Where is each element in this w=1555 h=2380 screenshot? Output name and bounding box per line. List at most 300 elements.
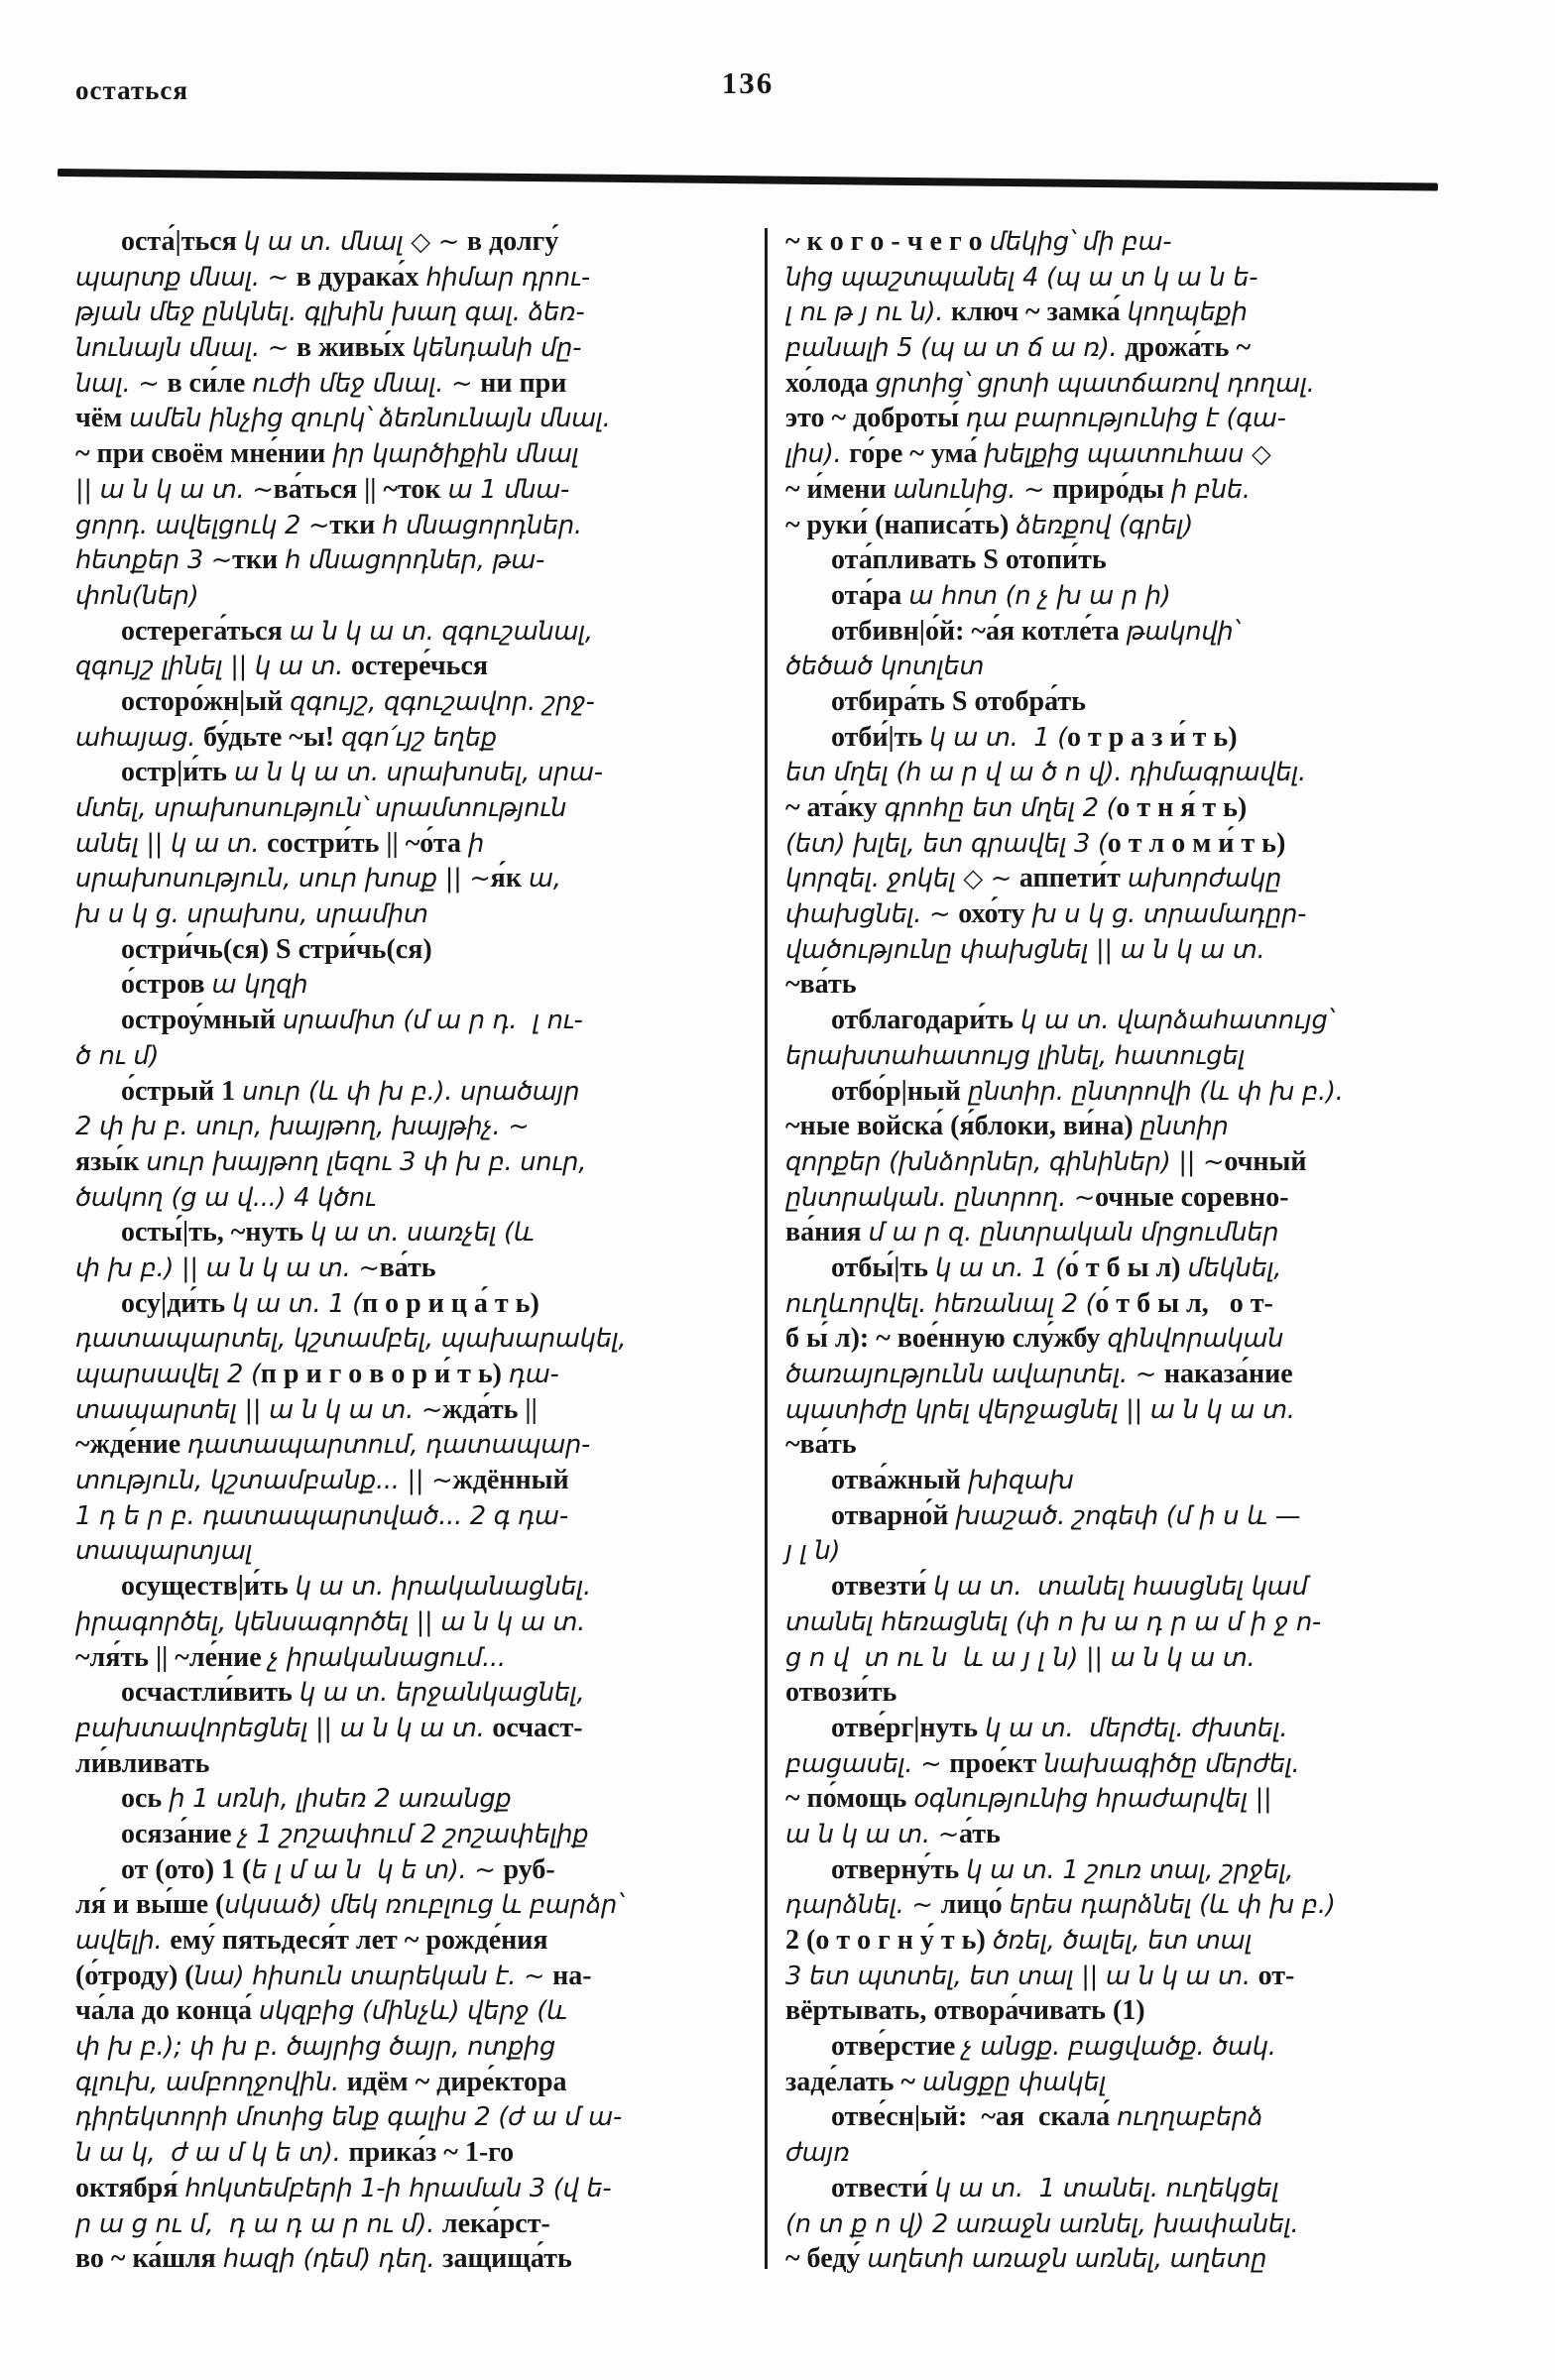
entry-line	[785, 1003, 1492, 1038]
text-run: ետ մղել (հ ա ր վ ա ծ ո վ). դիմագրավել.	[785, 758, 1306, 788]
text-run: а́ть	[958, 1818, 1001, 1849]
continuation-line	[785, 1215, 1492, 1250]
text-run: ждённый	[452, 1465, 569, 1496]
text-run: աղետի առաջն առնել, աղետը	[867, 2244, 1267, 2275]
continuation-line	[785, 790, 1492, 826]
text-run: 1 դ ե ր բ. դատապարտված... 2 գ դա-	[75, 1500, 568, 1531]
entry-line	[785, 1463, 1492, 1498]
continuation-line	[785, 967, 1492, 1003]
continuation-line	[785, 260, 1492, 296]
entry-line	[785, 2099, 1492, 2135]
continuation-line	[75, 1923, 764, 1959]
text-run: идём ~ дире́ктора	[346, 2066, 567, 2097]
text-run: ե լ մ ա ն կ ե տ). ~	[251, 1854, 504, 1885]
text-run: оста́|ться	[121, 226, 244, 257]
text-run: остр|и́ть	[121, 757, 234, 788]
text-run: ա ն կ ա տ. սրախոսել, սրա-	[233, 758, 603, 788]
text-run: || ա ն կ ա տ. ~	[75, 474, 274, 505]
left-column	[75, 224, 764, 2277]
continuation-line	[785, 1038, 1492, 1074]
continuation-line	[75, 2241, 764, 2277]
text-run: հազի (դեմ) դեղ.	[222, 2244, 443, 2275]
text-run: бу́дьте ~ы!	[203, 721, 342, 753]
continuation-line	[75, 260, 764, 296]
text-run: приро́ды	[1052, 473, 1171, 505]
entry-line	[785, 1250, 1492, 1286]
continuation-line	[75, 1746, 764, 1782]
text-run: о т н я́ т ь)	[1116, 792, 1248, 823]
text-run: о т р а з и́ т ь)	[1066, 721, 1238, 753]
text-run: осчастли́вить	[121, 1677, 299, 1709]
text-run: ցրտից՝ ցրտի պատճառով դողալ.	[875, 368, 1315, 399]
continuation-line	[785, 2135, 1492, 2171]
text-run: կ ա տ. երջանկացնել,	[299, 1678, 585, 1709]
text-run: 3 ետ պտտել, ետ տալ || ա ն կ ա տ.	[785, 1961, 1258, 1991]
text-run: կ ա տ. տանել հասցնել կամ	[933, 1572, 1308, 1603]
text-run: ва́ться || ~ток	[273, 473, 448, 505]
text-run: о́стров	[121, 969, 212, 1001]
text-run: կ ա տ. 1 (	[934, 1252, 1065, 1283]
text-run: отва́жный	[831, 1465, 968, 1496]
continuation-line	[75, 896, 764, 932]
continuation-line	[75, 1427, 764, 1463]
text-run: о т л о м и́ т ь)	[1107, 827, 1286, 859]
text-run: կողպեքի	[1127, 298, 1248, 328]
continuation-line	[75, 366, 764, 402]
text-run: պարսավել 2 (	[75, 1360, 261, 1389]
text-run: отбивн|о́й: ~а́я котле́та	[831, 615, 1127, 647]
text-run: п о р и ц а́ т ь)	[361, 1287, 539, 1319]
text-run: ա ն կ ա տ. զգուշանալ,	[289, 616, 593, 647]
continuation-line	[75, 826, 764, 862]
text-run: на-	[552, 1960, 592, 1991]
continuation-line	[785, 1392, 1492, 1428]
continuation-line	[785, 1675, 1492, 1711]
text-run: ча́ла до конца́	[75, 1995, 259, 2027]
text-run: состри́ть || ~о́та	[267, 827, 468, 859]
text-run: դատապարտել, կշտամբել, պախարակել,	[75, 1324, 627, 1355]
text-run: ~ беду́	[785, 2243, 868, 2275]
text-run: մեկնել,	[1187, 1252, 1282, 1283]
text-run: остроу́мный	[121, 1005, 283, 1036]
continuation-line	[75, 720, 764, 756]
text-run: отбо́р|ный	[831, 1075, 968, 1107]
text-run: ընտիր. ընտրովի (և փ խ բ.).	[967, 1076, 1344, 1107]
text-run: осуществ|и́ть	[121, 1571, 296, 1603]
entry-line	[75, 614, 764, 650]
text-run: գրոհը ետ մղել 2 (	[884, 793, 1117, 823]
continuation-line	[785, 1923, 1492, 1959]
text-run: (о́троду) (	[75, 1960, 194, 1991]
text-run: կ ա տ. 1 (	[232, 1288, 362, 1319]
text-run: (ո տ ք ո վ) 2 առաջն առնել, խափանել.	[785, 2208, 1299, 2239]
entry-line	[785, 1569, 1492, 1605]
continuation-line	[785, 508, 1492, 543]
text-run: խաշած. շոգեփ (մ ի ս և —	[955, 1500, 1301, 1531]
continuation-line	[75, 1038, 764, 1074]
text-run: թյան մեջ ընկնել. գլխին խաղ գալ. ձեռ-	[75, 298, 585, 328]
entry-line	[75, 1286, 764, 1322]
continuation-line	[785, 1321, 1492, 1357]
entry-line	[75, 1074, 764, 1110]
text-run: կ ա տ. վարձահատույց՝	[1020, 1006, 1334, 1036]
continuation-line	[75, 1533, 764, 1569]
text-run: տապարտյալ	[75, 1536, 253, 1567]
text-run: ота́пливать S отопи́ть	[831, 544, 1107, 576]
text-run: դա-	[509, 1360, 559, 1389]
text-run: թակովի՝	[1126, 616, 1240, 647]
text-run: ծեծած կոտլետ	[785, 652, 985, 682]
continuation-line	[75, 649, 764, 684]
text-run: իրագործել, կենսագործել || ա ն կ ա տ.	[75, 1606, 586, 1637]
text-run: отве́рг|нуть	[831, 1712, 986, 1743]
column-divider	[765, 228, 768, 2269]
text-run: սկսած) մեկ ռուբլուց և բարձր՝	[224, 1890, 623, 1921]
continuation-line	[75, 2135, 764, 2171]
text-run: охо́ту	[958, 898, 1032, 930]
text-run: от (ото) 1 (	[121, 1853, 252, 1885]
continuation-line	[785, 1993, 1492, 2029]
entry-line	[75, 1817, 764, 1852]
text-run: б ы́ л): ~ вое́нную слу́жбу	[785, 1323, 1108, 1355]
text-run: ա 1 մնա-	[447, 474, 570, 505]
text-run: անցքը փակել	[921, 2067, 1107, 2097]
text-run: լիս).	[785, 439, 850, 470]
text-run: փոն(ներ)	[75, 580, 199, 611]
text-run: осторо́жн|ый	[121, 685, 291, 717]
text-run: о́стрый 1	[121, 1075, 243, 1107]
text-run: отвезти́	[831, 1571, 934, 1603]
entry-line	[75, 967, 764, 1003]
text-run: руб-	[503, 1853, 555, 1885]
continuation-line	[785, 861, 1492, 896]
text-run: отвести́	[831, 2172, 935, 2203]
text-run: ~ва́ть	[785, 969, 857, 1001]
text-run: խ ս կ ց. սրախոս, սրամիտ	[75, 899, 428, 930]
continuation-line	[785, 1887, 1492, 1923]
text-run: ему́ пятьдеся́т лет ~ рожде́ния	[170, 1925, 548, 1956]
text-run: ~ва́ть	[785, 1429, 857, 1461]
entry-line	[785, 578, 1492, 614]
continuation-line	[785, 755, 1492, 790]
text-run: ~ ата́ку	[785, 792, 885, 823]
entry-line	[75, 755, 764, 790]
text-run: ց ո վ տ ու ն և ա յ լ ն) || ա ն կ ա տ.	[785, 1642, 1256, 1673]
continuation-line	[75, 1180, 764, 1216]
text-run: я́к	[490, 863, 529, 894]
text-run: կ ա տ. 1 (	[929, 722, 1067, 753]
right-column	[785, 224, 1492, 2277]
text-run: ва́ть	[379, 1251, 436, 1283]
continuation-line	[75, 1109, 764, 1144]
text-run: от-	[1257, 1960, 1295, 1991]
text-run: հիմար դրու-	[425, 262, 590, 293]
entry-line	[75, 1852, 764, 1888]
text-run: прое́кт	[949, 1747, 1044, 1779]
text-run: ամեն ինչից զուրկ՝ ձեռնունայն մնալ.	[129, 404, 611, 434]
header-rule	[58, 169, 1438, 191]
entry-line	[75, 1781, 764, 1817]
entry-line	[75, 224, 764, 260]
continuation-line	[75, 2099, 764, 2135]
text-run: ր ա ց ու մ, դ ա դ ա ր ու մ).	[75, 2208, 442, 2239]
text-run: ծռել, ծալել, ետ տալ	[992, 1926, 1253, 1956]
text-run: հ մնացորդներ, թա-	[285, 545, 545, 576]
continuation-line	[785, 1357, 1492, 1392]
text-run: отвози́ть	[785, 1677, 897, 1709]
text-run: սուր (և փ խ բ.). սրածայր	[242, 1076, 580, 1107]
text-run: հոկտեմբերի 1-ի հրաման 3 (վ ե-	[184, 2173, 612, 2203]
text-run: октября́	[75, 2172, 185, 2203]
text-run: դատապարտում, դատապար-	[187, 1430, 591, 1461]
continuation-line	[785, 2065, 1492, 2100]
text-run: նունայն մնալ. ~	[75, 333, 297, 364]
text-run: о́ т б ы л, о т-	[1095, 1287, 1273, 1319]
text-run: խելքից պատուհաս ◇	[984, 439, 1271, 470]
continuation-line	[785, 1180, 1492, 1216]
text-run: ~ руки́ (написа́ть)	[785, 509, 1017, 540]
entry-line	[785, 1852, 1492, 1888]
text-run: հ մնացորդներ.	[382, 510, 582, 540]
text-run: վածությունը փախցնել || ա ն կ ա տ.	[785, 934, 1265, 965]
text-run: ուղևորվել. հեռանալ 2 (	[785, 1288, 1096, 1319]
continuation-line	[785, 649, 1492, 684]
continuation-line	[75, 436, 764, 472]
text-run: защища́ть	[442, 2243, 572, 2275]
text-run: կ ա տ. իրականացնել.	[295, 1572, 591, 1603]
text-run: в си́ле	[167, 367, 253, 399]
text-run: остри́чь(ся) S стри́чь(ся)	[121, 933, 432, 965]
continuation-line	[75, 1993, 764, 2029]
continuation-line	[785, 896, 1492, 932]
text-run: очный	[1224, 1145, 1307, 1177]
text-run: ва́ния	[785, 1217, 869, 1249]
entry-line	[785, 684, 1492, 720]
continuation-line	[75, 1887, 764, 1923]
continuation-line	[75, 1250, 764, 1286]
text-run: երես դարձնել (և փ խ բ.)	[1009, 1890, 1336, 1921]
text-run: лека́рст-	[441, 2207, 550, 2239]
continuation-line	[785, 2241, 1492, 2277]
entry-line	[785, 1498, 1492, 1534]
text-run: го́ре ~ ума́	[849, 438, 985, 470]
text-run: կ ա տ. մերժել. ժխտել.	[985, 1713, 1288, 1743]
continuation-line	[785, 330, 1492, 366]
continuation-line	[785, 1746, 1492, 1782]
continuation-line	[75, 1711, 764, 1746]
text-run: խիզախ	[967, 1466, 1074, 1496]
text-run: ի 1 սռնի, լիսեռ 2 առանցք	[169, 1784, 512, 1815]
text-run: պարտք մնալ. ~	[75, 262, 297, 293]
continuation-line	[75, 1605, 764, 1640]
entry-line	[785, 2029, 1492, 2065]
text-run: նախագիծը մերժել.	[1043, 1748, 1300, 1779]
continuation-line	[75, 578, 764, 614]
text-run: խ ս կ ց. տրամադըր-	[1031, 899, 1307, 930]
text-run: չ անցք. բացվածք. ծակ.	[962, 2032, 1276, 2063]
text-run: ~ к о г о - ч е г о	[785, 226, 990, 257]
entry-line	[75, 1675, 764, 1711]
text-run: 2 փ խ բ. սուր, խայթող, խայթիչ. ~	[75, 1112, 530, 1142]
text-run: остере́чься	[350, 651, 489, 682]
entry-line	[785, 542, 1492, 578]
text-run: 2 (о т о г н у́ т ь)	[785, 1925, 993, 1956]
entry-line	[75, 1215, 764, 1250]
page-number: 136	[721, 65, 775, 100]
continuation-line	[75, 2029, 764, 2065]
text-run: ի բնե.	[1170, 474, 1251, 505]
text-run: осяза́ние	[121, 1818, 239, 1849]
text-run: կորզել. ջոկել ◇ ~	[785, 864, 1019, 894]
text-run: ա կղզի	[211, 970, 308, 1001]
text-run: տապարտել || ա ն կ ա տ. ~	[75, 1394, 443, 1425]
text-run: отве́сн|ый: ~ая скала́	[831, 2101, 1118, 2133]
text-run: ախորժակը	[1127, 864, 1282, 894]
text-run: սուր խայթող լեզու 3 փ խ բ. սուր,	[146, 1146, 587, 1177]
continuation-line	[785, 295, 1492, 330]
text-run: կ ա տ. 1 շուռ տալ, շրջել,	[966, 1854, 1294, 1885]
text-run: ուղղաբերձ	[1117, 2102, 1263, 2133]
text-run: осчаст-	[492, 1712, 583, 1743]
entry-line	[785, 614, 1492, 650]
continuation-line	[75, 1463, 764, 1498]
continuation-line	[75, 1959, 764, 1994]
continuation-line	[75, 542, 764, 578]
continuation-line	[785, 1959, 1492, 1994]
text-run: յ լ ն)	[785, 1536, 841, 1567]
text-run: тки	[232, 544, 286, 576]
text-run: очные соревно-	[1095, 1181, 1289, 1213]
text-run: ծ ու մ)	[75, 1040, 160, 1071]
text-run: ընտրական. ընտրող. ~	[785, 1182, 1096, 1213]
text-run: ծակող (ց ա վ...) 4 կծու	[75, 1182, 376, 1213]
text-run: ավելի.	[75, 1926, 171, 1956]
continuation-line	[785, 401, 1492, 436]
text-run: ցորդ. ավելցուկ 2 ~	[75, 510, 330, 540]
entry-line	[785, 2171, 1492, 2206]
entry-line	[75, 684, 764, 720]
entry-line	[785, 1074, 1492, 1110]
text-run: պատիժը կրել վերջացնել || ա ն կ ա տ.	[785, 1394, 1295, 1425]
continuation-line	[75, 1357, 764, 1392]
continuation-line	[75, 472, 764, 508]
continuation-line	[785, 472, 1492, 508]
continuation-line	[785, 1144, 1492, 1180]
text-run: ա ն կ ա տ. ~	[785, 1819, 959, 1849]
text-run: прика́з ~ 1-го	[348, 2137, 515, 2169]
entry-line	[75, 932, 764, 968]
text-run: ~жде́ние	[75, 1429, 188, 1461]
text-run: ля́ и вы́ше (	[75, 1889, 225, 1921]
continuation-line	[785, 224, 1492, 260]
text-run: ~ при своём мне́нии	[75, 438, 333, 470]
text-run: մեկից՝ մի բա-	[989, 227, 1172, 257]
continuation-line	[75, 1498, 764, 1534]
entry-line	[75, 1569, 764, 1605]
text-run: մտել, սրախոսություն՝ սրամտություն	[75, 793, 567, 823]
continuation-line	[75, 1640, 764, 1676]
text-run: осты́|ть, ~нуть	[121, 1217, 311, 1249]
text-run: կ ա տ. 1 տանել. ուղեկցել	[934, 2173, 1279, 2203]
continuation-line	[785, 436, 1492, 472]
text-run: о́ т б ы л)	[1064, 1251, 1188, 1283]
text-run: բանալի 5 (պ ա տ ճ ա ռ).	[785, 333, 1126, 364]
text-run: զգույշ լինել || կ ա տ.	[75, 652, 351, 682]
text-run: երախտահատույց լինել, հատուցել	[785, 1040, 1246, 1071]
continuation-line	[785, 1605, 1492, 1640]
entry-line	[785, 1711, 1492, 1746]
text-run: չ իրականացում...	[268, 1642, 506, 1673]
text-run: զգույշ, զգուշավոր. շրջ-	[290, 686, 595, 717]
text-run: наказа́ние	[1163, 1359, 1293, 1389]
text-run: хо́лода	[785, 367, 876, 399]
text-run: ի	[468, 828, 485, 859]
text-run: ~ля́ть || ~ле́ние	[75, 1641, 269, 1673]
text-run: իր կարծիքին մնալ	[332, 439, 579, 470]
text-run: կ ա տ. սառչել (և	[310, 1218, 535, 1249]
text-run: կենդանի մը-	[412, 333, 582, 364]
text-run: язы́к	[75, 1145, 147, 1177]
text-run: սրախոսություն, սուր խոսք || ~	[75, 864, 491, 894]
text-run: կ ա տ. մնալ ◇ ~	[243, 227, 467, 257]
continuation-line	[785, 1533, 1492, 1569]
text-run: սրամիտ (մ ա ր դ. լ ու-	[282, 1006, 583, 1036]
text-run: զգո՛ւյշ եղեք	[341, 722, 497, 753]
text-run: вёртывать, отвора́чивать (1)	[785, 1995, 1145, 2027]
text-run: ուժի մեջ մնալ. ~	[252, 368, 481, 399]
text-run: ժայռ	[785, 2138, 850, 2169]
text-run: жда́ть ||	[442, 1393, 538, 1425]
continuation-line	[75, 401, 764, 436]
text-run: тки	[329, 509, 383, 540]
text-run: отбы́|ть	[831, 1251, 935, 1283]
continuation-line	[75, 790, 764, 826]
text-run: осу|ди́ть	[121, 1287, 233, 1319]
text-run: ա,	[528, 864, 561, 894]
continuation-line	[75, 330, 764, 366]
text-run: տանել հեռացնել (փ ո խ ա դ ր ա մ ի ջ ո-	[785, 1606, 1321, 1637]
text-run: բախտավորեցնել || ա ն կ ա տ.	[75, 1713, 493, 1743]
continuation-line	[75, 508, 764, 543]
text-run: դարձնել. ~	[785, 1890, 941, 1921]
text-run: остерега́ться	[121, 615, 290, 647]
text-run: чём	[75, 403, 130, 434]
text-run: ли́вливать	[75, 1747, 210, 1779]
continuation-line	[75, 861, 764, 896]
text-run: դա բարությունից է (գա-	[966, 404, 1286, 434]
text-run: նից պաշտպանել 4 (պ ա տ կ ա ն ե-	[785, 262, 1258, 293]
text-run: отбира́ть S отобра́ть	[831, 685, 1086, 717]
text-run: փախցնել. ~	[785, 899, 959, 930]
continuation-line	[785, 1781, 1492, 1817]
text-run: փ խ բ.) || ա ն կ ա տ. ~	[75, 1252, 380, 1283]
text-run: ота́ра	[831, 579, 909, 611]
text-run: аппети́т	[1018, 863, 1128, 894]
text-run: во ~ ка́шля	[75, 2243, 223, 2275]
text-run: п р и г о в о р и́ т ь)	[260, 1359, 509, 1389]
text-run: օգնությունից հրաժարվել ||	[913, 1784, 1272, 1815]
text-run: փ խ բ.); փ խ բ. ծայրից ծայր, ոտքից	[75, 2032, 556, 2063]
text-run: սկզբից (մինչև) վերջ (և	[258, 1996, 567, 2027]
text-run: զինվորական	[1107, 1324, 1284, 1355]
text-run: в долгу́	[466, 226, 559, 257]
text-run: լ ու թ յ ու ն).	[785, 298, 952, 328]
continuation-line	[785, 1286, 1492, 1322]
text-run: отве́рстие	[831, 2031, 963, 2063]
text-run: անել || կ ա տ.	[75, 828, 268, 859]
text-run: дрожа́ть ~	[1125, 332, 1252, 364]
text-run: в живы́х	[296, 332, 413, 364]
